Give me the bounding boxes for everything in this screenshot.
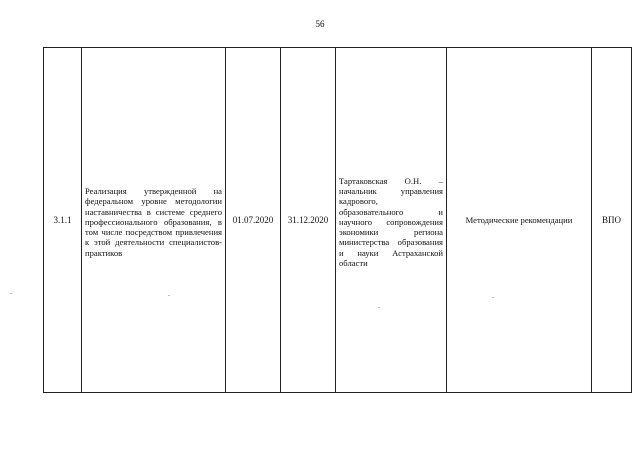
scan-speck bbox=[10, 293, 12, 294]
responsible-person-cell bbox=[336, 48, 447, 393]
start-date-cell: 01.07.2020 bbox=[226, 48, 281, 393]
result-type-cell: Методические рекомендации bbox=[447, 48, 592, 393]
scan-speck bbox=[492, 297, 494, 298]
responsible-person: Тартаковская О.Н. – начальник управления кадрового, образовательного и научного сопровождения экономики региона министерства образования и науки Астраханской области bbox=[339, 176, 443, 268]
plan-table bbox=[43, 47, 632, 393]
scan-speck bbox=[378, 307, 380, 308]
end-date-cell: 31.12.2020 bbox=[281, 48, 336, 393]
code-cell: ВПО bbox=[592, 48, 632, 393]
activity-description-cell bbox=[82, 48, 226, 393]
scan-speck bbox=[168, 295, 170, 296]
activity-description: Реализация утвержденной на федеральном уровне методологии наставничества в системе среднего профессионального образования, в том числе посредством привлечения к этой деятельности специалистов-практиков bbox=[85, 186, 222, 258]
table-row bbox=[44, 48, 632, 393]
item-number-cell: 3.1.1 bbox=[44, 48, 82, 393]
page-number: 56 bbox=[315, 19, 325, 29]
